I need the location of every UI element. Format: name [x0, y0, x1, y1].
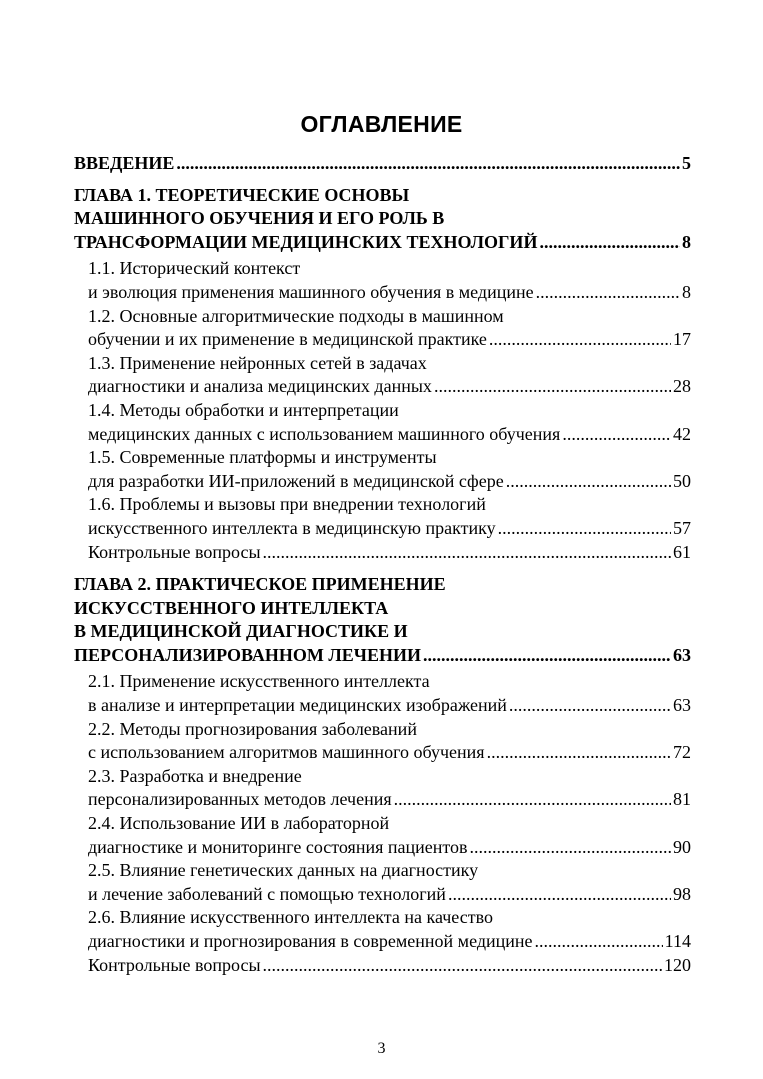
toc-line: МАШИННОГО ОБУЧЕНИЯ И ЕГО РОЛЬ В: [74, 208, 445, 229]
dot-leader: [448, 883, 671, 907]
toc-line: 2.5. Влияние генетических данных на диагностику: [88, 860, 479, 881]
toc-line-with-page: [88, 328, 691, 352]
toc-page-number: 8: [682, 281, 691, 302]
toc-line: 1.4. Методы обработки и интерпретации: [88, 399, 399, 420]
dot-leader: [263, 541, 671, 565]
toc-line-with-page: [88, 930, 691, 954]
toc-line-with-page: [88, 423, 691, 447]
toc-line-with-page: [88, 281, 691, 305]
dot-leader: [470, 836, 671, 860]
toc-line: 1.2. Основные алгоритмические подходы в машинном: [88, 305, 504, 326]
toc-line: 2.4. Использование ИИ в лабораторной: [88, 813, 390, 834]
toc-page-number: 63: [673, 644, 691, 665]
toc-chapter[interactable]: [74, 573, 691, 667]
toc-line: искусственного интеллекта в медицинскую практику: [88, 517, 496, 538]
toc-line: 1.3. Применение нейронных сетей в задачах: [88, 352, 427, 373]
toc-line-with-page: [88, 517, 691, 541]
toc-section[interactable]: [74, 493, 691, 540]
toc-line: диагностики и прогнозирования в современной медицине: [88, 931, 533, 951]
toc-line-with-page: [88, 836, 691, 860]
toc-page-number: 28: [673, 376, 691, 397]
toc-section[interactable]: [74, 541, 691, 565]
toc-line-with-page: [88, 470, 691, 494]
dot-leader: [535, 930, 663, 954]
toc-page-number: 90: [673, 836, 691, 857]
toc-line-with-page: [74, 231, 691, 255]
toc-line: ИСКУССТВЕННОГО ИНТЕЛЛЕКТА: [74, 597, 389, 618]
toc-line: диагностике и мониторинге состояния пациентов: [88, 836, 468, 857]
toc-line: обучении и их применение в медицинской практике: [88, 329, 487, 350]
page-number: 3: [377, 1040, 386, 1057]
toc-line-with-page: [88, 741, 691, 765]
toc-line: ТРАНСФОРМАЦИИ МЕДИЦИНСКИХ ТЕХНОЛОГИЙ: [74, 231, 538, 252]
toc-page-number: 63: [673, 695, 691, 716]
toc-line: ГЛАВА 1. ТЕОРЕТИЧЕСКИЕ ОСНОВЫ: [74, 184, 410, 205]
dot-leader: [487, 741, 671, 765]
toc-page-number: 81: [673, 789, 691, 810]
toc-line: 1.1. Исторический контекст: [88, 258, 301, 279]
toc-page-number: 42: [673, 423, 691, 444]
toc-chapter[interactable]: [74, 184, 691, 255]
toc-line-with-page: [88, 541, 691, 565]
toc-line-with-page: [74, 644, 691, 668]
toc-section[interactable]: [74, 954, 691, 978]
toc-line: Контрольные вопросы: [88, 954, 261, 975]
toc-line: персонализированных методов лечения: [88, 789, 392, 810]
toc-line: 2.3. Разработка и внедрение: [88, 765, 302, 786]
toc-section[interactable]: [74, 446, 691, 493]
dot-leader: [423, 644, 671, 668]
dot-leader: [263, 954, 662, 978]
toc-line: медицинских данных с использованием машинного обучения: [88, 423, 561, 444]
dot-leader: [434, 375, 671, 399]
toc-page-number: 61: [673, 541, 691, 562]
toc-line: в анализе и интерпретации медицинских изображений: [88, 695, 507, 716]
toc-section[interactable]: [74, 906, 691, 953]
toc-line: 2.1. Применение искусственного интеллекта: [88, 671, 430, 692]
toc-page-number: 120: [664, 954, 691, 975]
dot-leader: [394, 788, 671, 812]
toc-section[interactable]: [74, 812, 691, 859]
toc-line: для разработки ИИ-приложений в медицинской сфере: [88, 470, 504, 491]
toc-line: и эволюция применения машинного обучения в медицине: [88, 281, 534, 302]
toc-line: Контрольные вопросы: [88, 541, 261, 562]
toc-line: с использованием алгоритмов машинного обучения: [88, 742, 485, 763]
toc-line: диагностики и анализа медицинских данных: [88, 376, 432, 397]
toc-line: и лечение заболеваний с помощью технологий: [88, 883, 446, 904]
toc-line: 2.2. Методы прогнозирования заболеваний: [88, 718, 417, 739]
toc-line-with-page: [88, 694, 691, 718]
toc-line: 1.5. Современные платформы и инструменты: [88, 447, 437, 468]
toc-page-number: 17: [673, 329, 691, 350]
toc-line: 1.6. Проблемы и вызовы при внедрении технологий: [88, 494, 486, 515]
toc-section[interactable]: [74, 859, 691, 906]
toc-section[interactable]: [74, 352, 691, 399]
toc-line: ГЛАВА 2. ПРАКТИЧЕСКОЕ ПРИМЕНЕНИЕ: [74, 574, 446, 595]
dot-leader: [539, 231, 680, 255]
toc-line-with-page: [74, 152, 691, 176]
toc-line-with-page: [88, 788, 691, 812]
toc-section[interactable]: [74, 305, 691, 352]
toc-line: В МЕДИЦИНСКОЙ ДИАГНОСТИКЕ И: [74, 621, 408, 642]
dot-leader: [562, 423, 671, 447]
toc-section[interactable]: [74, 670, 691, 717]
toc-section[interactable]: [74, 399, 691, 446]
toc-line-with-page: [88, 883, 691, 907]
dot-leader: [509, 694, 671, 718]
toc-page-number: 8: [682, 231, 691, 252]
toc-section[interactable]: [74, 718, 691, 765]
page-title: ОГЛАВЛЕНИЕ: [300, 111, 463, 137]
dot-leader: [176, 152, 680, 176]
toc-page-number: 72: [673, 742, 691, 763]
dot-leader: [506, 470, 671, 494]
dot-leader: [489, 328, 671, 352]
toc-line: 2.6. Влияние искусственного интеллекта на качество: [88, 907, 493, 928]
toc-chapter[interactable]: [74, 152, 691, 176]
toc-page-number: 50: [673, 470, 691, 491]
toc-line-with-page: [88, 954, 691, 978]
toc-line: ВВЕДЕНИЕ: [74, 153, 175, 173]
toc-page-number: 5: [682, 153, 691, 173]
toc-page-number: 57: [673, 517, 691, 538]
toc-line-with-page: [88, 375, 691, 399]
toc-page-number: 114: [664, 931, 691, 951]
toc-line: ПЕРСОНАЛИЗИРОВАННОМ ЛЕЧЕНИИ: [74, 644, 422, 665]
toc-page-number: 98: [673, 883, 691, 904]
dot-leader: [536, 281, 680, 305]
table-of-contents: [74, 152, 691, 977]
dot-leader: [498, 517, 671, 541]
toc-section[interactable]: [74, 257, 691, 304]
toc-section[interactable]: [74, 765, 691, 812]
